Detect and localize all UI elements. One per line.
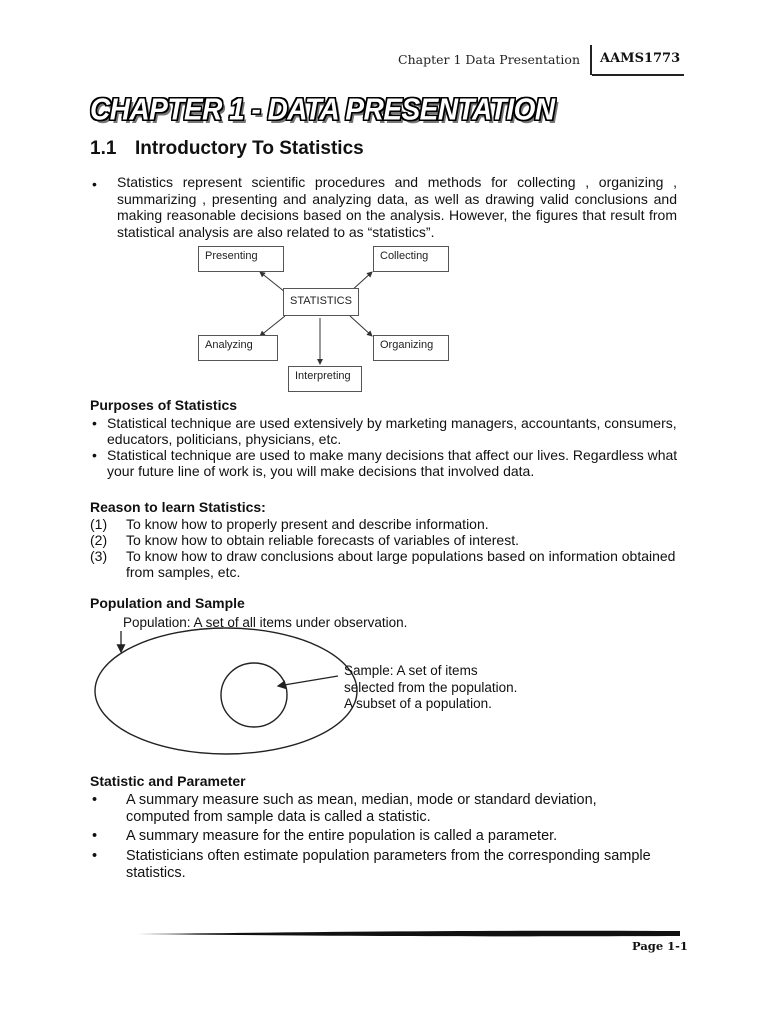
statistic-bullet-2: • bbox=[92, 828, 98, 844]
purposes-item-2-line2: your future line of work is, you will make decisions that involved data. bbox=[107, 463, 535, 479]
diagram-box-organizing: Organizing bbox=[373, 335, 449, 361]
sample-label-line3: A subset of a population. bbox=[344, 696, 492, 711]
header-underline bbox=[592, 74, 684, 76]
intro-paragraph: Statistics represent scientific procedures and methods for collecting , organizing , summarizing , presenting and analyzing data, as well as drawing valid conclusions and making reasonable decisions based on the analysis. However, the figures that result from statistical analysis are also related to as “statistics”. bbox=[117, 174, 677, 240]
purposes-bullet-1: • bbox=[92, 415, 97, 431]
population-label: Population: A set of all items under observation. bbox=[123, 615, 408, 630]
diagram-box-presenting: Presenting bbox=[198, 246, 284, 272]
reasons-heading: Reason to learn Statistics: bbox=[90, 499, 266, 515]
header-course-code: AAMS1773 bbox=[600, 51, 681, 66]
section-number: 1.1 bbox=[90, 138, 117, 159]
reason-item-3-line2: from samples, etc. bbox=[126, 564, 241, 580]
diagram-box-statistics: STATISTICS bbox=[283, 288, 359, 316]
purposes-bullet-2: • bbox=[92, 447, 97, 463]
statistic-item-3-line2: statistics. bbox=[126, 865, 186, 881]
reason-item-3-line1: To know how to draw conclusions about large populations based on information obtained bbox=[126, 548, 676, 564]
statistic-bullet-1: • bbox=[92, 792, 98, 808]
statistics-diagram bbox=[190, 244, 460, 394]
population-heading: Population and Sample bbox=[90, 595, 245, 611]
header-chapter: Chapter 1 Data Presentation bbox=[398, 52, 581, 67]
purposes-item-1-line2: educators, politicians, physicians, etc. bbox=[107, 431, 342, 447]
page-number: Page 1-1 bbox=[632, 939, 688, 953]
statistic-heading: Statistic and Parameter bbox=[90, 773, 246, 789]
sample-label bbox=[344, 663, 517, 713]
statistic-item-3-line1: Statisticians often estimate population parameters from the corresponding sample bbox=[126, 848, 651, 864]
population-sample-diagram bbox=[90, 612, 530, 757]
reason-item-1: To know how to properly present and describe information. bbox=[126, 516, 489, 532]
sample-label-line2: selected from the population. bbox=[344, 679, 518, 695]
sample-label-line1: Sample: A set of items bbox=[344, 663, 478, 678]
statistic-bullet-3: • bbox=[92, 848, 98, 864]
reason-num-3: (3) bbox=[90, 548, 108, 564]
statistic-item-2-line1: A summary measure for the entire population is called a parameter. bbox=[126, 828, 558, 844]
purposes-item-1-line1: Statistical technique are used extensively by marketing managers, accountants, consumers, bbox=[107, 415, 677, 431]
reason-item-2: To know how to obtain reliable forecasts of variables of interest. bbox=[126, 532, 519, 548]
diagram-box-collecting: Collecting bbox=[373, 246, 449, 272]
purposes-heading: Purposes of Statistics bbox=[90, 397, 238, 413]
header-divider bbox=[590, 45, 592, 75]
intro-bullet: • bbox=[92, 176, 97, 192]
reason-num-2: (2) bbox=[90, 532, 108, 548]
chapter-title: CHAPTER 1 - DATA PRESENTATION bbox=[90, 92, 555, 127]
section-title: Introductory To Statistics bbox=[135, 138, 364, 159]
statistic-item-1-line2: computed from sample data is called a statistic. bbox=[126, 809, 431, 825]
reason-num-1: (1) bbox=[90, 516, 108, 532]
footer-rule bbox=[138, 928, 680, 940]
statistic-item-1-line1: A summary measure such as mean, median, mode or standard deviation, bbox=[126, 792, 597, 808]
purposes-item-2-line1: Statistical technique are used to make many decisions that affect our lives. Regardless what bbox=[107, 447, 678, 463]
diagram-box-analyzing: Analyzing bbox=[198, 335, 278, 361]
diagram-box-interpreting: Interpreting bbox=[288, 366, 362, 392]
